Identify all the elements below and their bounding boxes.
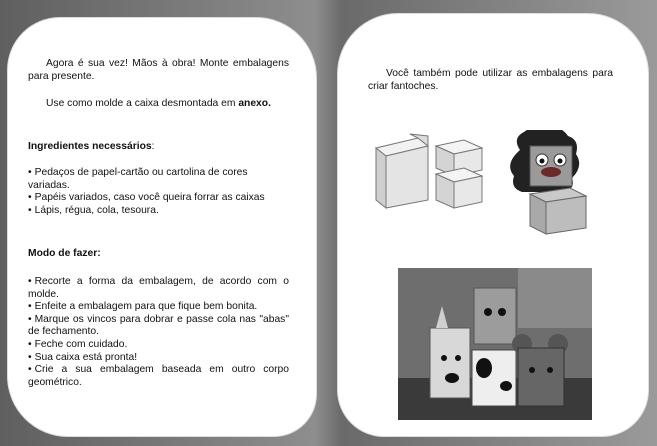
list-item: • Pedaços de papel-cartão ou cartolina de cores variadas. [28,167,289,192]
open-box-drawing [376,134,428,208]
stacked-boxes-drawing [436,140,482,208]
mold-annex-bold: anexo. [238,98,271,109]
list-item: • Lápis, régua, cola, tesoura. [28,205,289,218]
boxes-illustration [370,130,610,240]
ingredients-list [28,167,289,217]
steps-list [28,276,289,389]
puppet-box-drawing [510,130,586,234]
ingredients-heading [28,141,289,154]
puppets-photo [398,268,592,420]
intro-paragraph: Agora é sua vez! Mãos à obra! Monte embalagens para presente. [28,58,289,82]
mold-text: Use como molde a caixa desmontada em [46,98,239,109]
list-item: • Papéis variados, caso você queira forrar as caixas [28,192,289,205]
ingredients-colon: : [151,141,155,152]
puppet-paragraph: Você também pode utilizar as embalagens para criar fantoches. [368,68,613,92]
list-item: • Sua caixa está pronta! [28,352,289,365]
mold-paragraph [28,98,289,111]
list-item: • Crie a sua embalagem baseada em outro corpo geométrico. [28,364,289,389]
list-item: • Marque os vincos para dobrar e passe cola nas "abas" de fechamento. [28,314,289,339]
method-heading: Modo de fazer: [28,248,101,259]
ingredients-title: Ingredientes necessários [28,141,152,152]
list-item: • Recorte a forma da embalagem, de acordo com o molde. [28,276,289,301]
list-item: • Feche com cuidado. [28,339,289,352]
list-item: • Enfeite a embalagem para que fique bem bonita. [28,301,289,314]
